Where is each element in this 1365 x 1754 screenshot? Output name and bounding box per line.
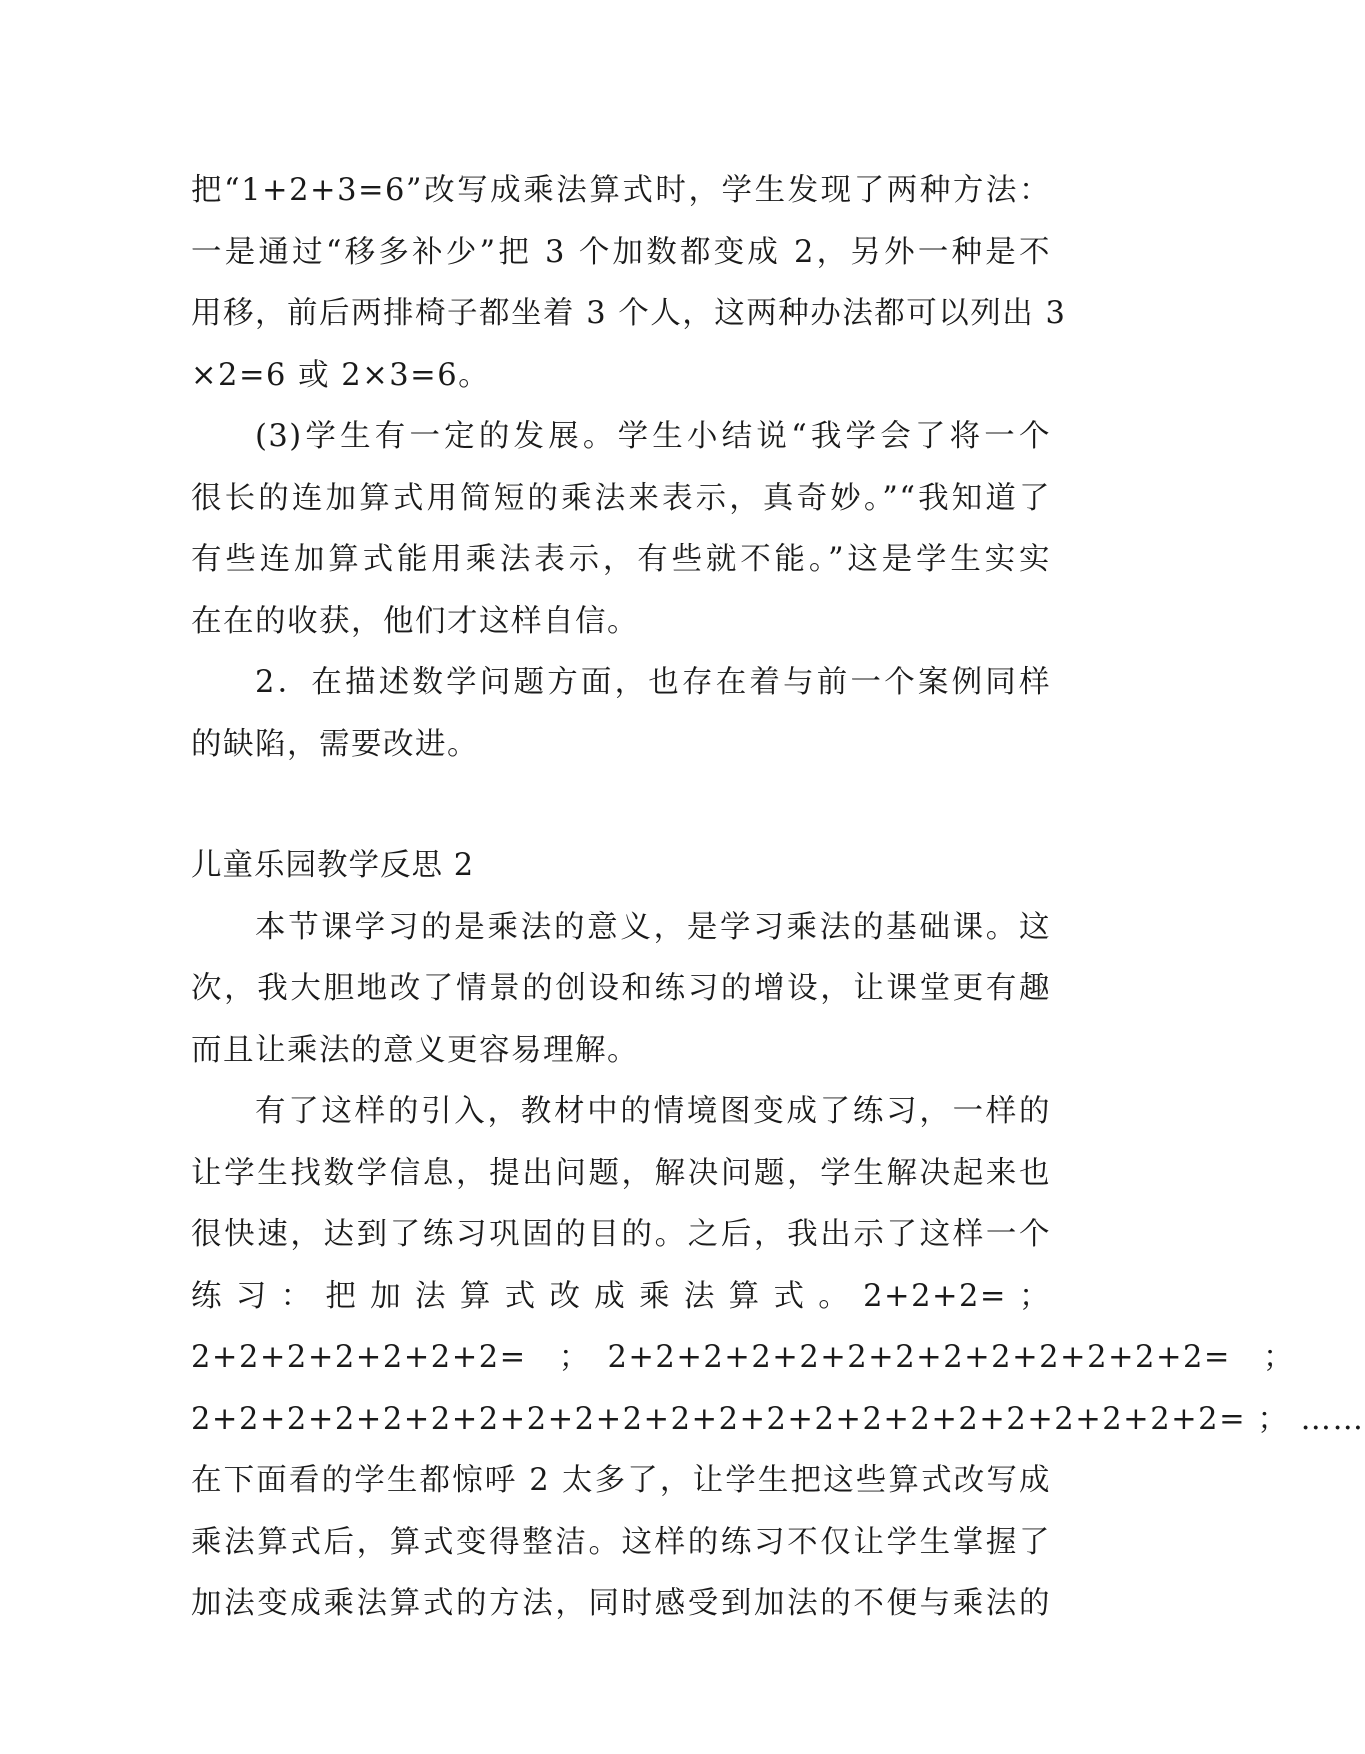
- paragraph-line: 在下面看的学生都惊呼 2 太多了，让学生把这些算式改写成: [191, 1463, 1051, 1498]
- paragraph-line: 用移，前后两排椅子都坐着 3 个人，这两种办法都可以列出 3: [191, 296, 1067, 331]
- paragraph-line: 2+2+2+2+2+2+2+2+2+2+2+2+2+2+2+2+2+2+2+2+2+2= ； ……: [191, 1401, 1365, 1437]
- paragraph-line: 2+2+2+2+2+2+2= ； 2+2+2+2+2+2+2+2+2+2+2+2+2= ；: [191, 1340, 1295, 1375]
- paragraph-line: 把“1+2+3=6”改写成乘法算式时，学生发现了两种方法：: [191, 173, 1051, 208]
- paragraph-line: 让学生找数学信息，提出问题，解决问题，学生解决起来也: [191, 1155, 1051, 1191]
- paragraph-line: 有了这样的引入，教材中的情境图变成了练习，一样的: [255, 1094, 1051, 1129]
- paragraph-line: 次，我大胆地改了情景的创设和练习的增设，让课堂更有趣: [191, 971, 1051, 1006]
- paragraph-line: 本节课学习的是乘法的意义，是学习乘法的基础课。这: [255, 909, 1051, 945]
- paragraph-line: 的缺陷，需要改进。: [191, 726, 479, 762]
- paragraph-line: 2．在描述数学问题方面，也存在着与前一个案例同样: [255, 665, 1051, 700]
- section-gap: [191, 775, 1051, 835]
- paragraph-line: 在在的收获，他们才这样自信。: [191, 603, 639, 639]
- paragraph-line: (3)学生有一定的发展。学生小结说“我学会了将一个: [255, 419, 1051, 454]
- paragraph-line: 有些连加算式能用乘法表示，有些就不能。”这是学生实实: [191, 542, 1051, 577]
- section-title: 儿童乐园教学反思 2: [191, 848, 475, 883]
- paragraph-line: 练 习 ： 把 加 法 算 式 改 成 乘 法 算 式 。 2+2+2= ；: [191, 1278, 1051, 1314]
- paragraph-line: 而且让乘法的意义更容易理解。: [191, 1032, 639, 1068]
- paragraph-line: 加法变成乘法算式的方法，同时感受到加法的不便与乘法的: [191, 1586, 1051, 1621]
- document-page: [191, 160, 1365, 1635]
- paragraph-line: ×2=6 或 2×3=6。: [191, 357, 491, 393]
- paragraph-line: 乘法算式后，算式变得整洁。这样的练习不仅让学生掌握了: [191, 1524, 1051, 1560]
- paragraph-line: 很长的连加算式用简短的乘法来表示，真奇妙。”“我知道了: [191, 480, 1051, 516]
- paragraph-line: 很快速，达到了练习巩固的目的。之后，我出示了这样一个: [191, 1217, 1051, 1252]
- paragraph-line: 一是通过“移多补少”把 3 个加数都变成 2，另外一种是不: [191, 234, 1051, 270]
